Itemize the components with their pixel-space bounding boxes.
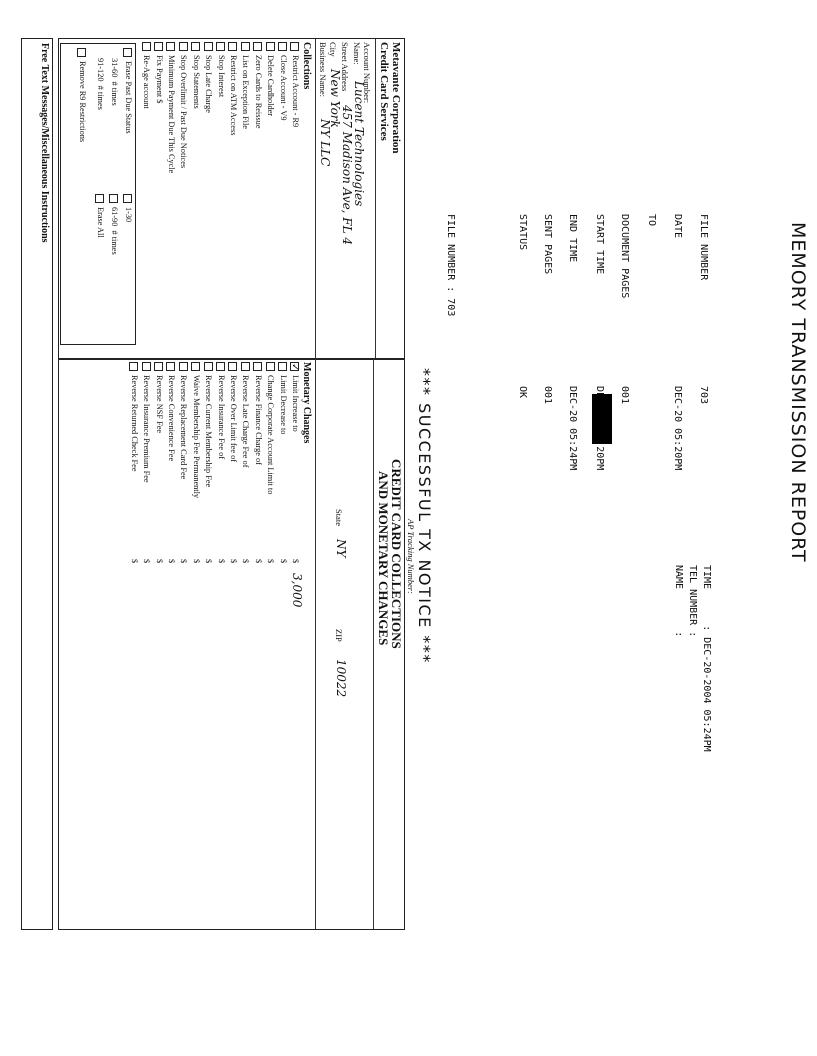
monetary-checkbox[interactable] (179, 362, 188, 371)
collections-item-label: Delete Cardholder (266, 55, 276, 117)
state-label: State (334, 509, 344, 526)
business-value: NY LLC (318, 119, 332, 167)
monetary-item (228, 362, 238, 462)
report-row-label: STATUS (517, 214, 528, 251)
monetary-item (290, 362, 300, 432)
name-field-value: Lucent Technologies (352, 81, 366, 207)
dollar-sign: $ (216, 559, 226, 564)
erase-past-due-box (60, 43, 136, 345)
report-row-label: START TIME (594, 214, 605, 275)
dollar-sign: $ (204, 559, 214, 564)
monetary-item-label: Limit Decrease to (278, 375, 288, 435)
dollar-sign: $ (167, 559, 176, 564)
dollar-sign: $ (179, 559, 189, 564)
monetary-item (129, 362, 139, 472)
tracking-label: AP Tracking Number: (406, 519, 416, 594)
collections-item-label: Zero Cards to Reissue (253, 55, 263, 129)
erase-past-due-checkbox[interactable] (123, 48, 132, 57)
state-value: NY (334, 539, 348, 558)
collections-checkbox[interactable] (216, 42, 225, 51)
monetary-item (191, 362, 201, 498)
company-name: Metavante Corporation (390, 42, 402, 154)
range-31-60-label: 31-60 (110, 58, 119, 78)
monetary-checkbox[interactable] (253, 362, 262, 371)
monetary-item (266, 362, 276, 494)
account-number-label: Account Number: (362, 42, 372, 104)
city-value: New York (328, 69, 342, 128)
report-row-value: 703 (698, 386, 709, 405)
collections-checkbox[interactable] (241, 42, 250, 51)
monetary-item (154, 362, 164, 433)
monetary-item-label: Reverse Replacement Card Fee (179, 375, 189, 480)
free-text-label: Free Text Messages/Miscellaneous Instructions (39, 43, 50, 243)
monetary-checkbox[interactable] (142, 362, 151, 371)
remove-r9-checkbox[interactable] (77, 48, 86, 57)
company-sub: Credit Card Services (378, 42, 390, 141)
times-label-3: # times (96, 85, 105, 110)
collections-title: Collections (301, 42, 312, 90)
collections-item-label: Minimum Payment Due This Cycle (167, 55, 176, 174)
dollar-sign: $ (241, 559, 251, 564)
report-row-label: DOCUMENT PAGES (619, 214, 630, 299)
dollar-sign: $ (229, 559, 238, 564)
monetary-item (204, 362, 214, 487)
collections-item-label: Restrict on ATM Access (229, 55, 238, 136)
collections-item (278, 42, 288, 121)
monetary-checkbox[interactable] (166, 362, 175, 371)
dollar-sign: $ (142, 559, 152, 564)
time-label: TIME (701, 565, 712, 590)
zip-value: 10022 (334, 659, 348, 698)
successful-notice: *** SUCCESSFUL TX NOTICE *** (415, 368, 434, 664)
collections-form (15, 28, 416, 940)
time-block (671, 565, 713, 752)
collections-checkbox[interactable] (166, 42, 175, 51)
dollar-sign: $ (253, 559, 263, 564)
collections-item (179, 42, 189, 168)
monetary-checkbox[interactable] (266, 362, 275, 371)
remove-r9-label: Remove R9 Restrictions (78, 61, 87, 143)
monetary-checkbox[interactable] (216, 362, 225, 371)
range-1-30-checkbox[interactable] (123, 194, 132, 203)
collections-item (204, 42, 214, 113)
dollar-sign: $ (278, 559, 288, 564)
monetary-item-label: Reverse Insurance Premium Fee (142, 375, 152, 483)
report-row-value: OK (517, 386, 528, 399)
name-field-label: Name: (352, 42, 362, 65)
dollar-sign: $ (129, 559, 139, 564)
collections-checkbox[interactable] (154, 42, 163, 51)
monetary-item-label: Limit Increase to (291, 375, 300, 432)
report-row-value: DEC-20 05:20PM (672, 386, 683, 471)
monetary-checkbox[interactable] (129, 362, 138, 371)
report-row-label: TO (646, 214, 657, 227)
name-colon: : (673, 631, 684, 638)
monetary-item (253, 362, 263, 465)
monetary-checkbox[interactable] (228, 362, 237, 371)
collections-checkbox[interactable] (290, 42, 299, 51)
range-61-90-label: 61-90 (110, 207, 119, 227)
collections-checkbox[interactable] (204, 42, 213, 51)
monetary-item-label: Waive Membership Fee Permanently (191, 375, 201, 499)
collections-item (154, 42, 164, 103)
collections-item (253, 42, 263, 129)
monetary-checkbox[interactable] (241, 362, 250, 371)
collections-item (142, 42, 152, 109)
monetary-item-label: Reverse Convenience Fee (167, 375, 176, 462)
monetary-item (166, 362, 176, 461)
collections-checkbox[interactable] (191, 42, 200, 51)
collections-item-label: Stop Overlimit / Past Due Notices (179, 55, 189, 169)
collections-checkbox[interactable] (142, 42, 151, 51)
monetary-item (142, 362, 152, 483)
monetary-item (278, 362, 288, 434)
report-row-label: FILE NUMBER (698, 214, 709, 281)
report-row-value: 001 (619, 386, 630, 405)
monetary-item-label: Reverse Returned Check Fee (129, 375, 139, 472)
collections-item (290, 42, 300, 127)
monetary-checkbox[interactable] (154, 362, 163, 371)
report-row-label: END TIME (567, 214, 578, 263)
dollar-sign: $ (191, 559, 201, 564)
dollar-sign: $ (291, 559, 300, 564)
street-label: Street Address (340, 42, 350, 92)
times-label-1: # times (110, 81, 119, 106)
monetary-item-label: Reverse Over Limit fee of (229, 375, 238, 463)
collections-item-label: Fix Payment $ (154, 55, 164, 104)
monetary-item-label: Reverse NSF Fee (154, 375, 164, 434)
collections-checkbox[interactable] (278, 42, 287, 51)
zip-label: ZIP (334, 629, 344, 642)
city-label: City (328, 42, 338, 57)
monetary-checkbox[interactable] (290, 362, 299, 371)
erase-all-label: Erase All (96, 207, 105, 238)
form-title-1: CREDIT CARD COLLECTIONS (389, 459, 404, 649)
collections-item (241, 42, 251, 129)
collections-checkbox[interactable] (228, 42, 237, 51)
free-text-box[interactable] (21, 38, 53, 930)
collections-item (228, 42, 238, 135)
file-number-footer: FILE NUMBER : 703 (445, 214, 456, 317)
form-right-panel (58, 358, 416, 930)
business-label: Business Name: (318, 42, 328, 98)
collections-checkbox[interactable] (253, 42, 262, 51)
monetary-checkbox[interactable] (204, 362, 213, 371)
monetary-item (216, 362, 226, 459)
collections-item-label: Stop Statements (191, 55, 201, 109)
collections-checkbox[interactable] (179, 42, 188, 51)
monetary-item (241, 362, 251, 467)
street-value: 457 Madison Ave, FL 4 (340, 105, 354, 246)
monetary-item-label: Reverse Finance Charge of (253, 375, 263, 465)
range-61-90-checkbox[interactable] (109, 194, 118, 203)
monetary-item-label: Reverse Insurance Fee of (216, 375, 226, 460)
monetary-item (179, 362, 189, 479)
report-row-value: DEC-20 05:24PM (567, 386, 578, 471)
report-row-label: SENT PAGES (542, 214, 553, 275)
collections-item-label: Stop Interest (216, 55, 226, 98)
erase-all-checkbox[interactable] (95, 194, 104, 203)
collections-item-label: List on Exception File (241, 55, 251, 129)
monetary-checkbox[interactable] (278, 362, 287, 371)
collections-item (266, 42, 276, 116)
collections-item-label: Close Account - V9 (278, 55, 288, 121)
monetary-item-label: Change Corporate Account Limit to (266, 375, 276, 495)
monetary-item-label: Reverse Late Charge Fee of (241, 375, 251, 468)
report-title: MEMORY TRANSMISSION REPORT (787, 222, 809, 563)
times-label-2: # times (110, 230, 119, 255)
dollar-sign: $ (266, 559, 276, 564)
erase-past-due-label: Erase Past Due Status (124, 61, 133, 134)
monetary-title: Monetary Changes (301, 362, 312, 444)
report-row-label: DATE (672, 214, 683, 239)
dollar-sign: $ (154, 559, 164, 564)
name-label: NAME (673, 565, 684, 590)
collections-item (191, 42, 201, 109)
range-91-120-label: 91-120 (96, 58, 105, 82)
redaction-block (592, 394, 612, 444)
collections-item-label: Re-Age account (142, 55, 152, 109)
report-row-value: 001 (542, 386, 553, 405)
form-title-2: AND MONETARY CHANGES (376, 471, 391, 646)
collections-item (166, 42, 176, 173)
form-left-panel (58, 38, 405, 360)
time-value: : DEC-20-2004 05:24PM (701, 625, 712, 752)
tel-label: TEL NUMBER : (687, 565, 698, 638)
range-1-30-label: 1-30 (124, 207, 133, 223)
collections-item (216, 42, 226, 97)
monetary-checkbox[interactable] (191, 362, 200, 371)
collections-item-label: Restrict Account - R9 (291, 55, 300, 128)
monetary-item-label: Reverse Current Membership Fee (204, 375, 214, 488)
collections-item-label: Stop Late Charge (204, 55, 214, 113)
monetary-amount[interactable]: 3,000 (290, 573, 304, 608)
collections-checkbox[interactable] (266, 42, 275, 51)
